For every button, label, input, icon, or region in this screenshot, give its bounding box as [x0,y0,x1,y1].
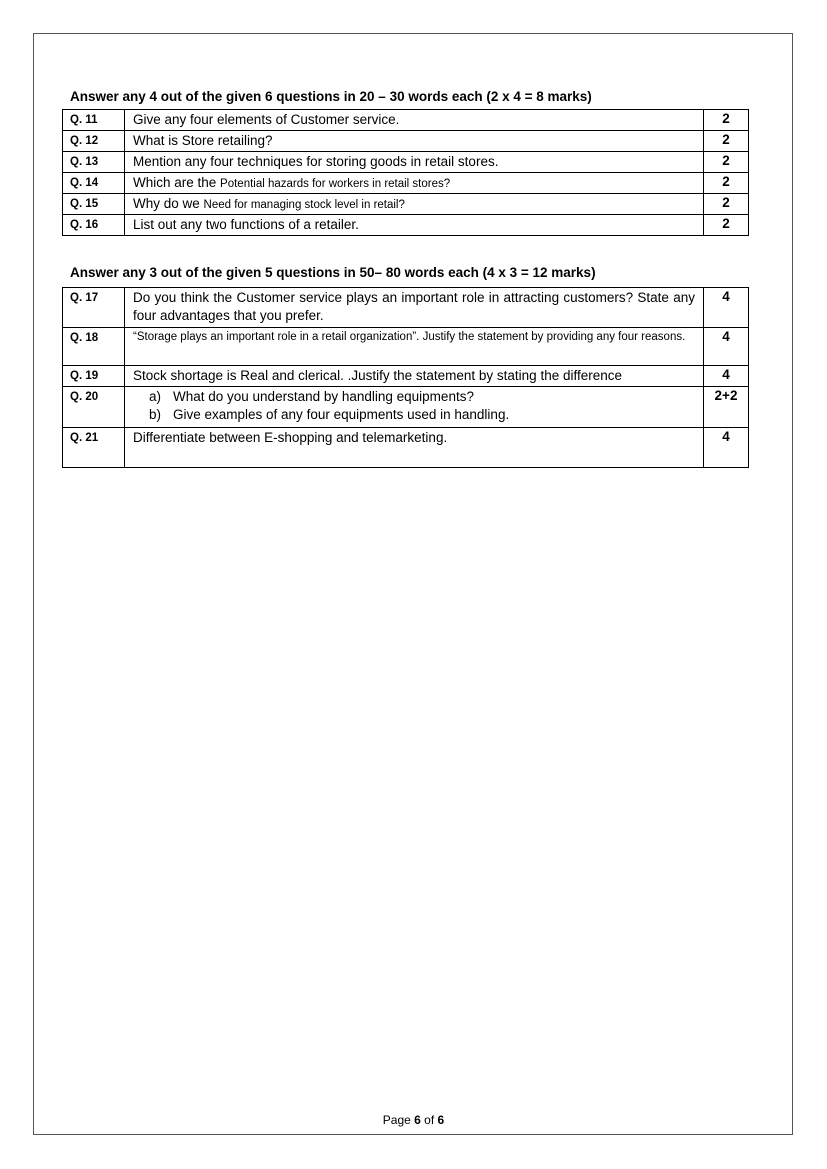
sub-question-label: b) [149,407,162,422]
question-text: Give any four elements of Customer service. [125,110,704,131]
table-row [63,173,749,194]
table-row [63,194,749,215]
question-marks: 4 [704,288,749,328]
question-number: Q. 12 [63,131,125,152]
footer-total-pages: 6 [437,1113,445,1127]
question-number: Q. 21 [63,428,125,468]
footer-prefix: Page [382,1113,415,1127]
footer-current-page: 6 [414,1113,421,1127]
question-text: “Storage plays an important role in a retail organization”. Justify the statement by providing any four reasons. [125,328,704,366]
sub-question-b [133,406,695,424]
question-number: Q. 14 [63,173,125,194]
question-text: What is Store retailing? [125,131,704,152]
sub-question-text: What do you understand by handling equipments? [173,389,474,404]
question-number: Q. 18 [63,328,125,366]
question-number: Q. 15 [63,194,125,215]
question-marks: 4 [704,366,749,387]
table-row [63,366,749,387]
question-marks: 2 [704,173,749,194]
section-1-title: Answer any 4 out of the given 6 questions in 20 – 30 words each (2 x 4 = 8 marks) [70,89,592,104]
question-marks: 2 [704,131,749,152]
page-footer [0,1113,827,1127]
question-number: Q. 20 [63,387,125,428]
table-row [63,328,749,366]
question-number: Q. 13 [63,152,125,173]
question-marks: 4 [704,328,749,366]
question-text [125,173,704,194]
question-marks: 2 [704,152,749,173]
table-row [63,110,749,131]
question-marks: 2+2 [704,387,749,428]
question-marks: 2 [704,215,749,236]
question-text: List out any two functions of a retailer. [125,215,704,236]
section-2-title: Answer any 3 out of the given 5 questions in 50– 80 words each (4 x 3 = 12 marks) [70,265,596,280]
question-text-part-small: Need for managing stock level in retail? [203,199,405,211]
sub-question-text: Give examples of any four equipments used in handling. [173,407,510,422]
short-answer-table [62,109,749,236]
question-text [125,194,704,215]
question-text: Mention any four techniques for storing goods in retail stores. [125,152,704,173]
question-text [125,387,704,428]
question-text: Stock shortage is Real and clerical. .Justify the statement by stating the difference [125,366,704,387]
question-text: Differentiate between E-shopping and telemarketing. [125,428,704,468]
footer-middle: of [420,1113,438,1127]
question-marks: 2 [704,110,749,131]
question-number: Q. 17 [63,288,125,328]
question-number: Q. 16 [63,215,125,236]
question-marks: 2 [704,194,749,215]
table-row [63,152,749,173]
question-text-part: Why do we [133,196,204,211]
question-number: Q. 19 [63,366,125,387]
table-row [63,215,749,236]
question-number: Q. 11 [63,110,125,131]
table-row [63,428,749,468]
table-row [63,131,749,152]
question-marks: 4 [704,428,749,468]
sub-question-a [133,388,695,406]
long-answer-table [62,287,749,468]
table-row [63,288,749,328]
question-text: Do you think the Customer service plays an important role in attracting customers? State any four advantages that you prefer. [125,288,704,328]
question-text-part: Which are the [133,175,221,190]
sub-question-label: a) [149,389,162,404]
question-text-part-small: Potential hazards for workers in retail stores? [220,178,451,190]
table-row [63,387,749,428]
